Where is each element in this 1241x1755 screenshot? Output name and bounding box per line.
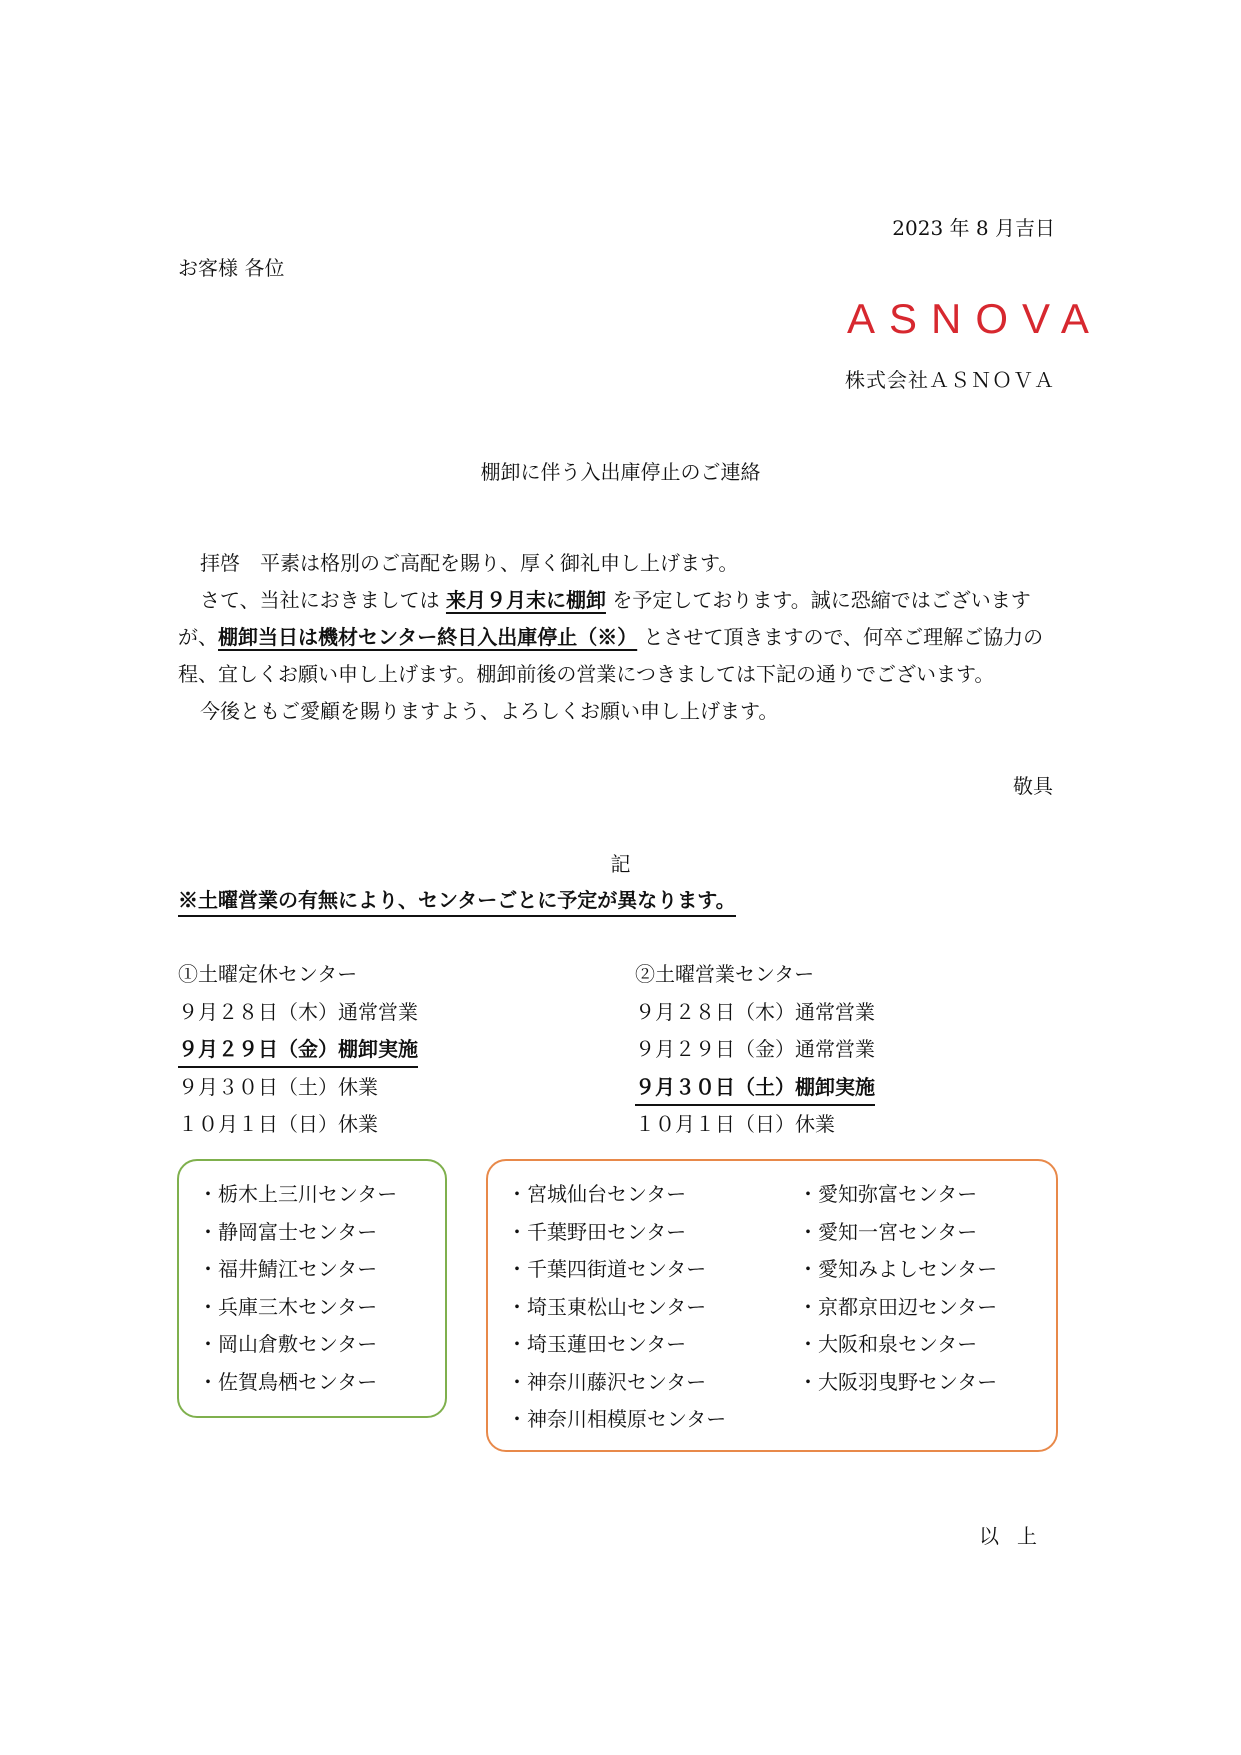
- main-text-3: とさせて頂きますので、何卒ご理解ご協力の程、宜しくお願い申し上げます。棚卸前後の営業につきましては下記の通りでございます。: [178, 625, 1044, 686]
- schedule-saturday-closed: [178, 956, 418, 1144]
- center-item: ・千葉野田センター: [507, 1219, 687, 1244]
- company-logo: [847, 295, 1103, 342]
- center-item: ・静岡富士センター: [198, 1219, 378, 1244]
- schedule-row: ９月３０日（土）休業: [178, 1074, 378, 1099]
- center-item: ・千葉四街道センター: [507, 1257, 707, 1281]
- schedule-row: １０月１日（日）休業: [178, 1112, 378, 1136]
- closed-centers-list: [198, 1176, 397, 1401]
- center-item: ・岡山倉敷センター: [198, 1332, 378, 1356]
- center-item: ・大阪和泉センター: [798, 1332, 978, 1356]
- schedule-row-inventory: ９月２９日（金）棚卸実施: [178, 1033, 418, 1068]
- open-centers-list-2: [798, 1176, 997, 1401]
- center-item: ・愛知弥富センター: [798, 1182, 978, 1206]
- document-end: 以上: [979, 1524, 1055, 1548]
- letter-body: [178, 545, 1063, 730]
- center-item: ・愛知みよしセンター: [798, 1257, 998, 1281]
- schedule-row: １０月１日（日）休業: [635, 1112, 835, 1136]
- center-item: ・愛知一宮センター: [798, 1219, 978, 1244]
- main-text-1: さて、当社におきましては: [200, 588, 446, 612]
- center-item: ・福井鯖江センター: [198, 1257, 378, 1281]
- ki-heading: 記: [610, 852, 631, 876]
- main-paragraph: [178, 582, 1063, 693]
- closing-word: 敬具: [1013, 774, 1053, 798]
- document-title: 棚卸に伴う入出庫停止のご連絡: [480, 460, 761, 484]
- center-item: ・栃木上三川センター: [198, 1182, 398, 1206]
- center-item: ・京都京田辺センター: [798, 1294, 998, 1319]
- logo-text: ASNOVA: [847, 295, 1103, 342]
- inventory-date-emphasis: 来月９月末に棚卸: [445, 588, 606, 612]
- stop-notice-emphasis: 棚卸当日は機材センター終日入出庫停止（※）: [218, 625, 638, 649]
- company-name: 株式会社ＡＳＮＯＶＡ: [845, 368, 1055, 392]
- schedule-saturday-open: [635, 956, 875, 1144]
- center-item: ・神奈川藤沢センター: [507, 1369, 707, 1394]
- center-item: ・兵庫三木センター: [198, 1294, 378, 1319]
- document-date: 2023 年 8 月吉日: [892, 216, 1055, 240]
- closing-paragraph: 今後ともご愛顧を賜りますよう、よろしくお願い申し上げます。: [200, 699, 779, 723]
- open-centers-list-1: [507, 1176, 726, 1439]
- schedule-row: ９月２９日（金）通常営業: [635, 1037, 875, 1061]
- schedule-note: ※土曜営業の有無により、センターごとに予定が異なります。: [178, 884, 736, 917]
- schedule-row-inventory: ９月３０日（土）棚卸実施: [635, 1071, 875, 1106]
- schedule-heading: ①土曜定休センター: [178, 962, 358, 986]
- center-item: ・宮城仙台センター: [507, 1182, 687, 1206]
- center-item: ・神奈川相模原センター: [507, 1407, 727, 1431]
- schedule-heading: ②土曜営業センター: [635, 962, 815, 986]
- center-item: ・埼玉蓮田センター: [507, 1332, 687, 1356]
- main-text-2: を予定しております。誠に恐縮ではございますが、: [178, 588, 1031, 649]
- schedule-row: ９月２８日（木）通常営業: [635, 999, 875, 1024]
- schedule-row: ９月２８日（木）通常営業: [178, 999, 418, 1024]
- greeting-paragraph: 拝啓 平素は格別のご高配を賜り、厚く御礼申し上げます。: [200, 551, 739, 575]
- recipient: お客様 各位: [178, 256, 285, 280]
- center-item: ・大阪羽曳野センター: [798, 1369, 998, 1394]
- center-item: ・埼玉東松山センター: [507, 1294, 707, 1319]
- center-item: ・佐賀鳥栖センター: [198, 1369, 378, 1394]
